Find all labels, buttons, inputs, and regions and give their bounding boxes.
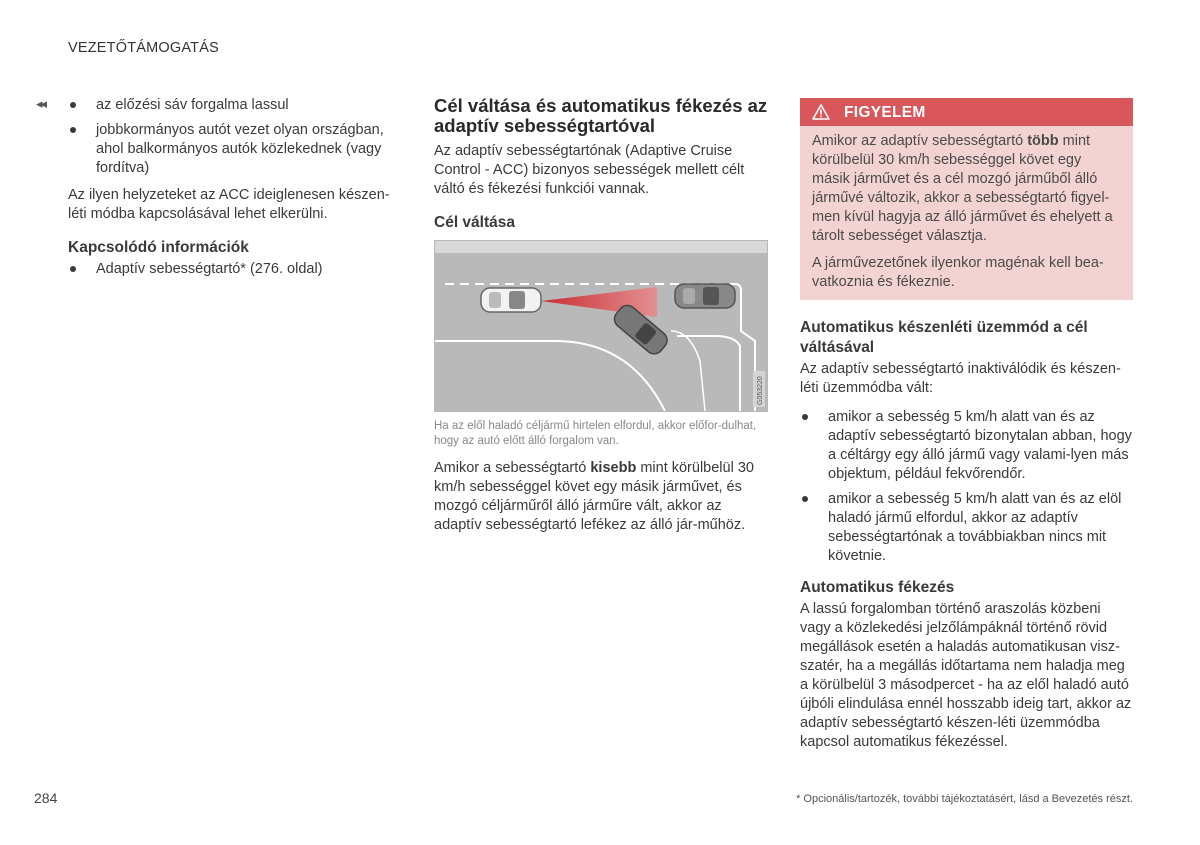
related-link[interactable]: Adaptív sebességtartó* (276. oldal) bbox=[68, 260, 404, 279]
list-item: az előzési sáv forgalma lassul bbox=[68, 96, 404, 115]
list-item: amikor a sebesség 5 km/h alatt van és az elöl haladó jármű elfordul, akkor az adaptív sebességtartónak a továbbiakban nincs mit követnie. bbox=[800, 490, 1133, 566]
related-info-heading: Kapcsolódó információk bbox=[68, 239, 249, 256]
list-item: jobbkormányos autót vezet olyan országban, ahol balkormányos autók közlekednek (vagy fordítva) bbox=[68, 121, 404, 178]
avoid-paragraph: Az ilyen helyzeteket az ACC ideiglenesen készen-léti módba kapcsolásával lehet elkerülni. bbox=[68, 187, 390, 222]
warning-triangle-icon bbox=[812, 104, 830, 120]
column-right bbox=[800, 98, 1133, 762]
back-arrows-icon[interactable]: ◂◂ bbox=[36, 96, 46, 111]
warning-body bbox=[800, 126, 1133, 300]
warning-title: FIGYELEM bbox=[844, 103, 926, 121]
ego-car-icon bbox=[481, 288, 541, 312]
warning-box bbox=[800, 98, 1133, 300]
warning-paragraph: Amikor az adaptív sebességtartó több mint körülbelül 30 km/h sebességgel követ egy másik járművet és a cél mozgó járműből álló járművé változik, akkor a sebességtartó figyel-men kívül hagyja az álló járművet és ehelyett a tárolt sebességet választja. bbox=[812, 133, 1113, 244]
page-number: 284 bbox=[34, 790, 58, 806]
section-heading: Cél váltása és automatikus fékezés az adaptív sebességtartóval bbox=[434, 95, 768, 136]
page-header: VEZETŐTÁMOGATÁS bbox=[68, 40, 219, 56]
standby-list bbox=[800, 408, 1133, 566]
target-switch-illustration bbox=[434, 240, 768, 412]
section-intro: Az adaptív sebességtartónak (Adaptive Cruise Control - ACC) bizonyos sebességek mellett célt váltó és fékezési funkciói vannak. bbox=[434, 143, 745, 197]
stationary-car-icon bbox=[675, 284, 735, 308]
standby-intro: Az adaptív sebességtartó inaktiválódik és készen-léti üzemmódba vált: bbox=[800, 361, 1121, 396]
column-middle bbox=[434, 96, 769, 545]
body-paragraph: Amikor a sebességtartó kisebb mint körülbelül 30 km/h sebességgel követ egy másik járművet, és mozgó céljárműről álló járműre vált, akkor az adaptív sebességtartó lefékez az álló jár-műhöz. bbox=[434, 460, 754, 533]
auto-brake-heading: Automatikus fékezés bbox=[800, 579, 955, 596]
related-info-list bbox=[68, 260, 404, 279]
standby-heading: Automatikus készenléti üzemmód a cél váltásával bbox=[800, 319, 1088, 356]
warning-header bbox=[800, 98, 1133, 126]
warning-paragraph: A járművezetőnek ilyenkor magénak kell bea-vatkoznia és fékeznie. bbox=[812, 255, 1104, 290]
auto-brake-text: A lassú forgalomban történő araszolás közbeni vagy a közlekedési jelzőlámpáknál történő rövid megállások esetén a haladás automatikusan visz-szatér, ha a megállás időtartama nem haladja meg a körülbelül 3 másodpercet - ha az elől haladó autó újbóli elindulása ennél hosszabb ideig tart, akkor az adaptív sebességtartó készen-léti üzemmódba kapcsol automatikus fékezéssel. bbox=[800, 601, 1132, 750]
target-switch-heading: Cél váltása bbox=[434, 214, 515, 231]
figure-code: G053220 bbox=[757, 376, 764, 405]
figure-caption: Ha az elől haladó céljármű hirtelen elfordul, akkor előfor-dulhat, hogy az autó előtt álló forgalom van. bbox=[434, 420, 757, 447]
column-left bbox=[68, 96, 404, 285]
footnote: * Opcionális/tartozék, további tájékoztatásért, lásd a Bevezetés részt. bbox=[796, 793, 1133, 805]
road-diagram bbox=[435, 241, 767, 411]
list-item: amikor a sebesség 5 km/h alatt van és az adaptív sebességtartó bizonytalan abban, hogy a céltárgy egy álló jármű vagy valami-lyen más objektum, például fekvőrendőr. bbox=[800, 408, 1133, 484]
condition-list bbox=[68, 96, 404, 178]
